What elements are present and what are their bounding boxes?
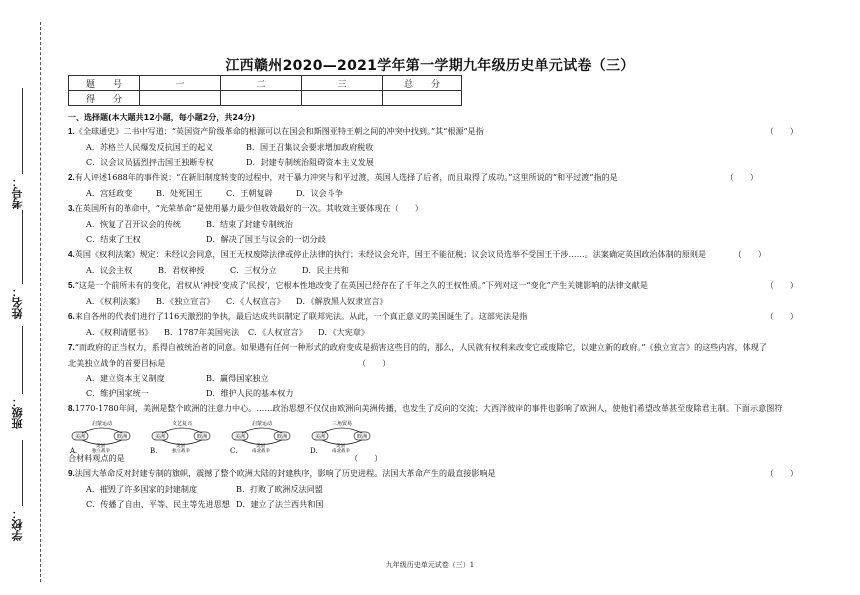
score-input-cell[interactable] <box>383 91 462 106</box>
answer-paren[interactable]: （ ） <box>765 311 798 321</box>
option-c[interactable]: C．《人权宣言》 <box>226 296 285 306</box>
options-row <box>68 142 798 152</box>
options-row <box>68 327 798 337</box>
options-row <box>68 373 798 383</box>
score-table <box>68 75 462 106</box>
diagram-bottom-label: 美国 <box>176 444 185 449</box>
options-row <box>68 484 798 494</box>
question-2 <box>68 172 798 183</box>
diagram-bottom-label: 美国 <box>256 444 265 449</box>
score-input-cell[interactable] <box>221 91 302 106</box>
diagram-letter: C. <box>230 447 238 455</box>
option-b[interactable]: B．打败了欧洲反法同盟 <box>236 484 323 494</box>
diagram-left-label: 美洲 <box>155 434 166 440</box>
name-field[interactable] <box>22 210 23 284</box>
question-5 <box>68 280 798 291</box>
option-a[interactable]: A．苏格兰人民爆发反抗国王的起义 <box>86 142 214 152</box>
diagram-top-label: 启蒙运动 <box>92 421 113 427</box>
option-a[interactable]: A．《权利请愿书》 <box>86 327 153 337</box>
diagram-top-label: 文艺复兴 <box>172 421 193 427</box>
answer-paren[interactable]: （ ） <box>725 172 758 182</box>
answer-paren[interactable]: （ ） <box>733 249 766 259</box>
diagram-bottom-label: 独立战争 <box>92 449 110 454</box>
question-number: 5. <box>68 281 75 290</box>
flow-diagram <box>230 419 294 455</box>
question-7 <box>68 342 798 353</box>
options-row <box>68 265 798 275</box>
question-number: 7. <box>68 343 75 352</box>
diagram-option-c[interactable] <box>230 419 290 453</box>
question-number: 4. <box>68 250 75 259</box>
diagram-left-label: 美洲 <box>235 434 246 440</box>
question-8 <box>68 403 798 414</box>
flow-diagram <box>70 419 134 455</box>
option-d[interactable]: D．《解放黑人奴隶宣言》 <box>296 296 388 306</box>
school-label: 学校： <box>11 508 24 541</box>
diagram-right-label: 欧洲 <box>357 434 368 440</box>
diagram-top-label: 启蒙运动 <box>252 421 273 427</box>
diagram-left-label: 美洲 <box>75 434 86 440</box>
diagram-bottom-label: 美国 <box>336 444 345 449</box>
question-stem: 在英国所有的革命中，“光荣革命”是使用暴力最少但收效最好的一次。其收效主要体现在（ ） <box>74 203 423 213</box>
question-stem: 1770-1780年间，美洲是整个欧洲的注意力中心。……政治思想不仅仅由欧洲向美洲传播，也发生了反向的交流；大西洋彼岸的事件也影响了欧洲人，使他们希望改革甚至废除君主制。下面示意图符 <box>74 403 783 413</box>
diagram-bottom-label: 独立战争 <box>172 449 190 454</box>
diagram-right-label: 欧洲 <box>277 434 288 440</box>
class-field[interactable] <box>22 326 23 394</box>
section-heading: 一、选择题(本大题共12小题，每小题2分，共24分) <box>68 113 256 122</box>
option-d[interactable]: D．维护人民的基本权力 <box>206 388 294 398</box>
question-6 <box>68 311 798 322</box>
options-row <box>68 296 798 306</box>
answer-paren[interactable]: （ ） <box>358 358 391 368</box>
option-b[interactable]: B．赢得国家独立 <box>206 373 269 383</box>
answer-paren[interactable]: （ ） <box>765 126 798 136</box>
score-input-cell[interactable] <box>302 91 383 106</box>
option-b[interactable]: B．处死国王 <box>156 188 203 198</box>
option-c[interactable]: C．《人权宣言》 <box>248 327 307 337</box>
option-a[interactable]: A．《权利法案》 <box>86 296 145 306</box>
question-4 <box>68 249 798 260</box>
answer-paren[interactable]: （ ） <box>765 468 798 478</box>
exam-title: 江西赣州2020—2021学年第一学期九年级历史单元试卷（三） <box>225 58 635 74</box>
diagram-option-a[interactable] <box>70 419 130 453</box>
score-cell: 二 <box>221 76 302 91</box>
options-row <box>68 188 798 198</box>
option-c[interactable]: C．传播了自由、平等、民主等先进思想 <box>86 499 230 509</box>
option-b[interactable]: B．君权神授 <box>158 265 205 275</box>
diagram-right-label: 欧洲 <box>117 434 128 440</box>
question-stem: “而政府的正当权力，系得自被统治者的同意。如果遇有任何一种形式的政府变成是损害这些目的的，那么，人民就有权利来改变它或废除它，以建立新的政府。”《独立宣言》的这些内容，体现了 <box>74 342 767 352</box>
score-cell: 题 号 <box>69 76 140 91</box>
score-cell: 一 <box>140 76 221 91</box>
options-row <box>68 388 798 398</box>
question-stem-line2: 合材料观点的是 <box>68 453 125 463</box>
option-d[interactable]: D．《大宪章》 <box>318 327 370 337</box>
option-d[interactable]: D．议会斗争 <box>296 188 343 198</box>
option-c[interactable]: C．结束了王权 <box>86 234 141 244</box>
option-b[interactable]: B．国王召集议会要求增加政府税收 <box>246 142 374 152</box>
option-a[interactable]: A．议会主权 <box>86 265 133 275</box>
diagram-letter: D. <box>310 447 318 455</box>
question-stem: 来自各州的代表们进行了116天激烈的争执，最后达成共识制定了联邦宪法。从此，一个真正意义的美国诞生了。这部宪法是指 <box>74 311 528 321</box>
option-c[interactable]: C．王朝复辟 <box>226 188 273 198</box>
options-row <box>68 157 798 167</box>
diagram-bottom-label: 美国 <box>96 444 105 449</box>
binding-margin <box>0 0 58 595</box>
school-field[interactable] <box>22 440 23 506</box>
question-8-continued <box>68 453 798 463</box>
diagram-options <box>68 419 798 453</box>
diagram-bottom-label: 南北战争 <box>252 449 270 454</box>
question-9 <box>68 468 798 479</box>
question-3 <box>68 203 798 214</box>
option-a[interactable]: A．摧毁了许多国家的封建制度 <box>86 484 198 494</box>
answer-paren[interactable]: （ ） <box>765 280 798 290</box>
diagram-letter: B. <box>150 447 158 455</box>
question-stem: 《全球通史》二书中写道：“英国资产阶级革命的根源可以在国会和斯图亚特王朝之间的冲突中找到。”其“根源”是指 <box>74 126 484 136</box>
option-a[interactable]: A．建立资本主义制度 <box>86 373 165 383</box>
question-number: 6. <box>68 312 75 321</box>
options-row <box>68 234 798 244</box>
question-stem: 法国大革命反对封建专制的旗帜，震撼了整个欧洲大陆的封建秩序，影响了历史进程。法国大革命产生的最直接影响是 <box>74 468 496 478</box>
diagram-left-label: 美洲 <box>315 434 326 440</box>
option-b[interactable]: B．《独立宣言》 <box>156 296 215 306</box>
diagram-bottom-label: 南北战争 <box>332 449 350 454</box>
option-b[interactable]: B．结束了封建专制统治 <box>206 219 293 229</box>
option-c[interactable]: C．三权分立 <box>230 265 277 275</box>
question-1 <box>68 126 798 137</box>
score-cell: 总 分 <box>383 76 462 91</box>
options-row <box>68 219 798 229</box>
question-stem: 英国《权利法案》规定：未经议会同意，国王无权废除法律或停止法律的执行；未经议会允许，国王不能征税；议会议员选举不受国王干涉……。法案确定英国政治体制的原则是 <box>74 249 707 259</box>
option-c[interactable]: C．议会议员猛烈抨击国王独断专权 <box>86 157 214 167</box>
diagram-right-label: 欧洲 <box>197 434 208 440</box>
exam-no-field[interactable] <box>22 88 23 174</box>
option-d[interactable]: D．民主共和 <box>302 265 349 275</box>
question-7-continued <box>68 358 798 368</box>
score-table-header-row <box>69 76 462 91</box>
class-label: 班级： <box>11 396 24 429</box>
name-label: 姓名： <box>11 286 24 319</box>
page-footer: 九年级历史单元试卷（三）1 <box>385 561 475 569</box>
score-input-cell[interactable] <box>140 91 221 106</box>
diagram-option-d[interactable] <box>310 419 370 453</box>
question-number: 2. <box>68 173 75 182</box>
option-a[interactable]: A．宫廷政变 <box>86 188 133 198</box>
exam-no-label: 考号： <box>11 176 24 209</box>
flow-diagram <box>310 419 374 455</box>
question-number: 1. <box>68 127 75 136</box>
option-d[interactable]: D．建立了法兰西共和国 <box>236 499 324 509</box>
option-c[interactable]: C．维护国家统一 <box>86 388 149 398</box>
question-section <box>68 113 798 514</box>
question-number: 9. <box>68 469 75 478</box>
question-stem: “这是一个前所未有的变化，君权从‘神授’变成了‘民授’，它根本性地改变了在英国已经存在了千年之久的王权性质。”下列对这一“变化”产生关键影响的法律文献是 <box>74 280 648 290</box>
answer-paren[interactable]: （ ） <box>350 453 383 463</box>
diagram-letter: A. <box>70 447 78 455</box>
score-cell: 得 分 <box>69 91 140 106</box>
options-row <box>68 499 798 509</box>
diagram-top-label: 三角贸易 <box>332 421 353 427</box>
question-stem-line2: 北美独立战争的首要目标是 <box>68 358 166 368</box>
score-table-score-row <box>69 91 462 106</box>
question-number: 8. <box>68 404 75 413</box>
question-number: 3. <box>68 204 75 213</box>
question-stem: 有人评述1688年的事件说：“在新旧制度转变的过程中，对于暴力冲突与和平过渡，英国人选择了后者，而且取得了成功。”这里所说的“和平过渡”指的是 <box>74 172 618 182</box>
option-d[interactable]: D．解决了国王与议会的一切分歧 <box>206 234 326 244</box>
score-cell: 三 <box>302 76 383 91</box>
flow-diagram <box>150 419 214 455</box>
diagram-option-b[interactable] <box>150 419 210 453</box>
option-d[interactable]: D．封建专制统治阻碍资本主义发展 <box>246 157 374 167</box>
option-a[interactable]: A．恢复了召开议会的传统 <box>86 219 181 229</box>
option-b[interactable]: B．1787年美国宪法 <box>164 327 240 337</box>
binding-dashed-line <box>40 22 41 582</box>
